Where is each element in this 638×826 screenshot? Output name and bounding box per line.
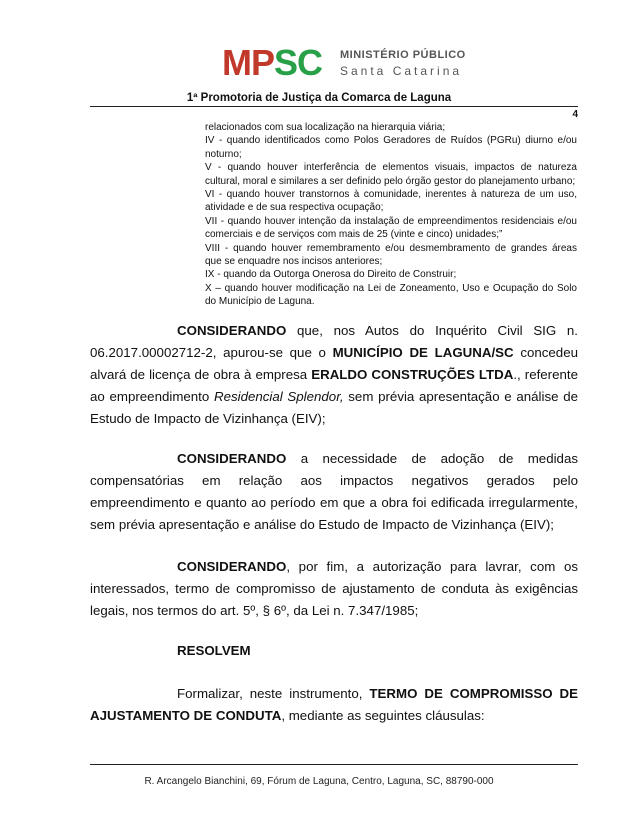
keyword: CONSIDERANDO bbox=[177, 451, 287, 466]
keyword: TERMO DE COMPROMISSO DE AJUSTAMENTO DE CONDUTA bbox=[90, 686, 578, 723]
text: Formalizar, neste instrumento, bbox=[177, 686, 370, 701]
quote-line: VI - quando houver transtornos à comunidade, inerentes à natureza de um uso, atividade e de sua respectiva ocupação; bbox=[205, 189, 577, 214]
quote-line: V - quando houver interferência de elementos visuais, impactos de natureza cultural, moral e similares a ser definido pelo órgão gestor do planejamento urbano; bbox=[205, 162, 577, 187]
quote-line: relacionados com sua localização na hierarquia viária; bbox=[205, 122, 446, 133]
logo-letter-p: P bbox=[251, 42, 275, 83]
text: sem prévia apresentação e análise de Estudo de Impacto de Vizinhança (EIV); bbox=[90, 389, 578, 426]
quote-line: IX - quando da Outorga Onerosa do Direito de Construir; bbox=[205, 269, 457, 281]
text: , por fim, a autorização para lavrar, com os interessados, termo de compromisso de ajustamento de conduta às exigências legais, nos termos do art. 5º, § 6º, da Lei n. 7.347/1985; bbox=[90, 559, 578, 618]
footer-divider bbox=[90, 764, 578, 765]
keyword: RESOLVEM bbox=[177, 643, 251, 658]
municipio-name: MUNICÍPIO DE LAGUNA/SC bbox=[332, 345, 514, 360]
paragraph-considerando-2 bbox=[90, 448, 578, 536]
header-divider bbox=[90, 106, 578, 107]
keyword: CONSIDERANDO bbox=[177, 323, 287, 338]
footer-address: R. Arcangelo Bianchini, 69, Fórum de Laguna, Centro, Laguna, SC, 88790-000 bbox=[144, 776, 494, 787]
page-number: 4 bbox=[572, 109, 578, 120]
quote-line: X – quando houver modificação na Lei de Zoneamento, Uso e Ocupação do Solo do Município de Laguna. bbox=[205, 282, 577, 308]
keyword: CONSIDERANDO bbox=[177, 559, 287, 574]
logo-letters-sc: SC bbox=[274, 42, 323, 83]
paragraph-considerando-3 bbox=[90, 556, 578, 622]
paragraph-resolvem bbox=[90, 640, 578, 662]
text: concedeu alvará de licença de obra à empresa bbox=[90, 345, 578, 382]
text: a necessidade de adoção de medidas compensatórias em relação aos impactos negativos gerados pelo empreendimento e quanto ao período em que a obra foi edificada irregularmente, sem prévia apresentação e análise do Estudo de Impacto de Vizinhança (EIV); bbox=[90, 451, 578, 532]
text: que, nos Autos do Inquérito Civil SIG n. 06.2017.00002712-2, apurou-se que o bbox=[90, 323, 578, 360]
logo-subtitle-ministerio: MINISTÉRIO PÚBLICO bbox=[340, 49, 466, 61]
paragraph-formalizar bbox=[90, 683, 578, 727]
mpsc-logo bbox=[222, 40, 466, 86]
logo-subtitle-state: Santa Catarina bbox=[340, 64, 463, 78]
paragraph-considerando-1 bbox=[90, 320, 578, 430]
quote-line: IV - quando identificados como Polos Geradores de Ruídos (PGRu) diurno e/ou noturno; bbox=[205, 135, 577, 160]
logo-letter-m: M bbox=[222, 42, 251, 83]
quote-line: VII - quando houver intenção da instalação de empreendimentos residenciais e/ou comerciais e de serviços com mais de 25 (vinte e cinco) unidades;” bbox=[205, 215, 577, 241]
header-title: 1ª Promotoria de Justiça da Comarca de Laguna bbox=[186, 92, 452, 104]
project-name: Residencial Splendor, bbox=[213, 389, 344, 404]
logo-wordmark bbox=[222, 40, 322, 86]
text: ., referente ao empreendimento bbox=[90, 367, 578, 404]
quote-line: VIII - quando houver remembramento e/ou desmembramento de grandes áreas que se enquadre nos incisos anteriores; bbox=[205, 242, 577, 268]
text: , mediante as seguintes cláusulas: bbox=[281, 708, 485, 723]
company-name: ERALDO CONSTRUÇÕES LTDA bbox=[311, 367, 514, 382]
quoted-law-excerpt bbox=[205, 121, 577, 309]
